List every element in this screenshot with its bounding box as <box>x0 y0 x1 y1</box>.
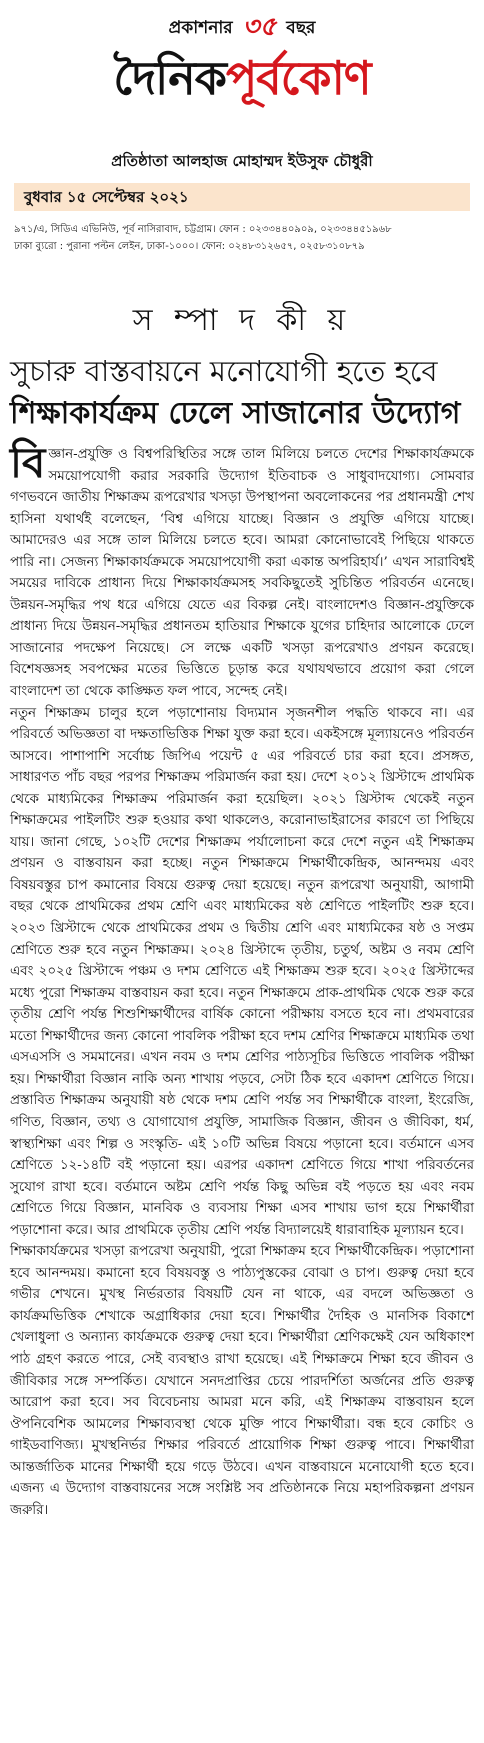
newspaper-logo <box>0 50 484 106</box>
address-line-head-office: ৯৭১/এ, সিডিএ এভিনিউ, পূর্ব নাসিরাবাদ, চট্টগ্রাম। ফোন : ০২৩৩৪৪০৯০৯, ০২৩৩৪৪৫১৯৬৮ <box>14 224 392 235</box>
anniversary-banner <box>0 6 484 50</box>
address-line-dhaka-bureau: ঢাকা ব্যুরো : পুরানা পল্টন লেইন, ঢাকা-১০০০। ফোন: ০২৪৮৩১২৬৫৭, ০২৫৮৩১০৮৭৯ <box>14 241 365 252</box>
logo-word-red: পূর্বকোণ <box>225 51 371 105</box>
founder-line: প্রতিষ্ঠাতা আলহাজ মোহাম্মদ ইউসুফ চৌধুরী <box>111 152 373 170</box>
paragraph: নতুন শিক্ষাক্রম চালুর হলে পড়াশোনায় বিদ্যমান সৃজনশীল পদ্ধতি থাকবে না। এর পরিবর্তে অভিজ্ঞতা বা দক্ষতাভিত্তিক শিক্ষা যুক্ত করা হবে। একইসঙ্গে মূল্যায়নেও পরিবর্তন আসবে। পাশাপাশি সর্বোচ্চ জিপিএ পয়েন্ট ৫ এর পরিবর্তে চার করা হবে। প্রসঙ্গত, সাধারণত পাঁচ বছর পরপর শিক্ষাক্রম পরিমার্জন করা হয়। দেশে ২০১২ খ্রিস্টাব্দে প্রাথমিক থেকে মাধ্যমিকের শিক্ষাক্রম পরিমার্জন করা হয়েছিল। ২০২১ খ্রিস্টাব্দ থেকেই নতুন শিক্ষাক্রমের পাইলটিং শুরু হওয়ার কথা থাকলেও, করোনাভাইরাসের কারণে তা পিছিয়ে যায়। জানা গেছে, ১০২টি দেশের শিক্ষাক্রম পর্যালোচনা করে দেশে নতুন এই শিক্ষাক্রম প্রণয়ন ও বাস্তবায়ন করা হচ্ছে। নতুন শিক্ষাক্রমে শিক্ষার্থীকেন্দ্রিক, আনন্দময় এবং বিষয়বস্তুর চাপ কমানোর বিষয়ে গুরুত্ব দেয়া হয়েছে। নতুন রূপরেখা অনুযায়ী, আগামী বছর থেকে প্রাথমিকের প্রথম শ্রেণি এবং মাধ্যমিকের ষষ্ঠ শ্রেণিতে পাইলটিং শুরু হবে। ২০২৩ খ্রিস্টাব্দে থেকে প্রাথমিকের প্রথম ও দ্বিতীয় শ্রেণি এবং মাধ্যমিকের ষষ্ঠ ও সপ্তম শ্রেণিতে শুরু হবে নতুন শিক্ষাক্রম। ২০২৪ খ্রিস্টাব্দে তৃতীয়, চতুর্থ, অষ্টম ও নবম শ্রেণি এবং ২০২৫ খ্রিস্টাব্দে পঞ্চম ও দশম শ্রেণিতে এই শিক্ষাক্রম শুরু হবে। ২০২৫ খ্রিস্টাব্দের মধ্যে পুরো শিক্ষাক্রম বাস্তবায়ন করা হবে। নতুন শিক্ষাক্রমে প্রাক-প্রাথমিক থেকে শুরু করে তৃতীয় শ্রেণি পর্যন্ত শিশুশিক্ষার্থীদের বার্ষিক কোনো পরীক্ষায় বসতে হবে না। প্রথমবারের মতো শিক্ষার্থীদের জন্য কোনো পাবলিক পরীক্ষা হবে দশম শ্রেণির শিক্ষাক্রমে মাধ্যমিক তথা এসএসসি ও সমমানের। এখন নবম ও দশম শ্রেণির পাঠ্যসূচির ভিত্তিতে পাবলিক পরীক্ষা হয়। শিক্ষার্থীরা বিজ্ঞান নাকি অন্য শাখায় পড়বে, সেটা ঠিক হবে একাদশ শ্রেণিতে গিয়ে। প্রস্তাবিত শিক্ষাক্রম অনুযায়ী ষষ্ঠ থেকে দশম শ্রেণি পর্যন্ত সব শিক্ষার্থীকে বাংলা, ইংরেজি, গণিত, বিজ্ঞান, তথ্য ও যোগাযোগ প্রযুক্তি, সামাজিক বিজ্ঞান, জীবন ও জীবিকা, ধর্ম, স্বাস্থ্যশিক্ষা এবং শিল্প ও সংস্কৃতি- এই ১০টি অভিন্ন বিষয়ে পড়ানো হবে। বর্তমানে এসব শ্রেণিতে ১২-১৪টি বই পড়ানো হয়। এরপর একাদশ শ্রেণিতে গিয়ে শাখা পরিবর্তনের সুযোগ রাখা হবে। বর্তমানে অষ্টম শ্রেণি পর্যন্ত কিছু অভিন্ন বই পড়তে হয় এবং নবম শ্রেণিতে গিয়ে বিজ্ঞান, মানবিক ও ব্যবসায় শিক্ষা এসব শাখায় ভাগ হয়ে শিক্ষার্থীরা পড়াশোনা করে। আর প্রাথমিকে তৃতীয় শ্রেণি পর্যন্ত বিদ্যালয়েই ধারাবাহিক মূল্যায়ন হবে। <box>10 705 474 1238</box>
editorial-body <box>10 438 474 1521</box>
anniversary-number: ৩৫ <box>242 12 277 42</box>
logo-word-black: দৈনিক <box>113 51 226 105</box>
subheadline: সুচারু বাস্তবায়নে মনোযোগী হতে হবে <box>10 354 438 388</box>
paragraph-text: জ্ঞান-প্রযুক্তি ও বিশ্বপরিস্থিতির সঙ্গে তাল মিলিয়ে চলতে দেশের শিক্ষাকার্যক্রমকে সময়োপযোগী করার সরকারি উদ্যোগ ইতিবাচক ও সাধুবাদযোগ্য। সোমবার গণভবনে জাতীয় শিক্ষাক্রম রূপরেখার খসড়া উপস্থাপনা অবলোকনের পর প্রধানমন্ত্রী শেখ হাসিনা যথার্থই বলেছেন, ‘বিশ্ব এগিয়ে যাচ্ছে। বিজ্ঞান ও প্রযুক্তি এগিয়ে যাচ্ছে। আমাদেরও এর সঙ্গে তাল মিলিয়ে চলতে হবে। আমরা কোনোভাবেই পিছিয়ে থাকতে পারি না। সেজন্য শিক্ষাকার্যক্রমকে সময়োপযোগী করা একান্ত অপরিহার্য।’ এখন সারাবিশ্বই সময়ের দাবিকে প্রাধান্য দিয়ে শিক্ষাকার্যক্রমসহ সবকিছুতেই সুচিন্তিত পরিবর্তন এনেছে। উন্নয়ন-সমৃদ্ধির পথ ধরে এগিয়ে যেতে এর বিকল্প নেই। বাংলাদেশও বিজ্ঞান-প্রযুক্তিকে প্রাধান্য দিয়ে উন্নয়ন-সমৃদ্ধির প্রধানতম হাতিয়ার শিক্ষাকে যুগের চাহিদার আলোকে ঢেলে সাজানোর পদক্ষেপ নিয়েছে। সে লক্ষে একটি খসড়া রূপরেখাও প্রণয়ন করেছে। বিশেষজ্ঞসহ সবপক্ষের মতের ভিত্তিতে চূড়ান্ত করে যথাযথভাবে প্রয়োগ করা গেলে বাংলাদেশ তা থেকে কাঙ্ক্ষিত ফল পাবে, সন্দেহ নেই। <box>10 447 474 700</box>
paragraph <box>10 438 474 703</box>
paragraph: শিক্ষাকার্যক্রমের খসড়া রূপরেখা অনুযায়ী, পুরো শিক্ষাক্রম হবে শিক্ষার্থীকেন্দ্রিক। পড়াশোনা হবে আনন্দময়। কমানো হবে বিষয়বস্তু ও পাঠ্যপুস্তকের বোঝা ও চাপ। গুরুত্ব দেয়া হবে গভীর শেখনে। মুখস্থ নির্ভরতার বিষয়টি যেন না থাকে, এর বদলে অভিজ্ঞতা ও কার্যক্রমভিত্তিক শেখাকে অগ্রাধিকার দেয়া হবে। শিক্ষার্থীর দৈহিক ও মানসিক বিকাশে খেলাধুলা ও অন্যান্য কার্যক্রমকে গুরুত্ব দেয়া হবে। শিক্ষার্থীরা শ্রেণিকক্ষেই যেন অধিকাংশ পাঠ গ্রহণ করতে পারে, সেই ব্যবস্থাও রাখা হয়েছে। এই শিক্ষাক্রমে শিক্ষা হবে জীবন ও জীবিকার সঙ্গে সম্পর্কিত। যেখানে সনদপ্রাপ্তির চেয়ে পারদর্শিতা অর্জনের প্রতি গুরুত্ব আরোপ করা হবে। সব বিবেচনায় আমরা মনে করি, এই শিক্ষাক্রম বাস্তবায়ন হলে ঔপনিবেশিক আমলের শিক্ষাব্যবস্থা থেকে মুক্তি পাবে শিক্ষার্থীরা। বন্ধ হবে কোচিং ও গাইডবাণিজ্য। মুখস্থনির্ভর শিক্ষার পরিবর্তে প্রায়োগিক শিক্ষা গুরুত্ব পাবে। শিক্ষার্থীরা আন্তর্জাতিক মানের শিক্ষার্থী হয়ে গড়ে উঠবে। এখন বাস্তবায়নে মনোযোগী হতে হবে। এজন্য এ উদ্যোগ বাস্তবায়নের সঙ্গে সংশ্লিষ্ট সব প্রতিষ্ঠানকে নিয়ে মহাপরিকল্পনা প্রণয়ন জরুরি। <box>10 1244 474 1518</box>
anniversary-label-after: বছর <box>286 18 316 38</box>
date-band <box>14 183 470 211</box>
headline: শিক্ষাকার্যক্রম ঢেলে সাজানোর উদ্যোগ <box>10 396 461 431</box>
section-label: স ম্পা দ কী য় <box>132 303 352 338</box>
publication-date: বুধবার ১৫ সেপ্টেম্বর ২০২১ <box>24 188 189 206</box>
drop-cap: বি <box>10 438 46 487</box>
anniversary-label-before: প্রকাশনার <box>168 18 233 38</box>
